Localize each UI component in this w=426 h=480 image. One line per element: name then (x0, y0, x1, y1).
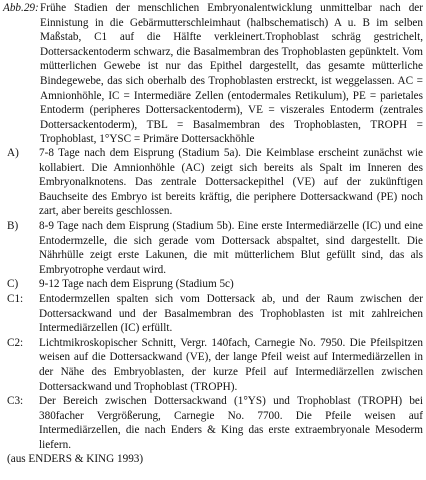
list-item-b (3, 219, 423, 277)
list-item-c2 (3, 336, 423, 394)
list-item-c (3, 277, 423, 292)
source-citation: (aus ENDERS & KING 1993) (7, 453, 144, 466)
figure-caption (3, 1, 423, 147)
item-label: C3: (7, 395, 24, 408)
item-text: 9-12 Tage nach dem Eisprung (Stadium 5c) (39, 278, 234, 291)
item-label: A) (7, 147, 19, 159)
list-item-a (3, 146, 423, 219)
caption-text: Frühe Stadien der menschlichen Embryonalentwicklung unmittelbar nach der Einnistung in die Gebärmutterschleimhaut (halbschematisch) A u. B im selben Maßstab, C1 auf die Hälfte verkleinert.Trophoblast schräg gestrichelt, Dottersackentoderm schwarz, die Basalmembran des Trophoblasten gepünktelt. Vom mütterlichen Gewebe ist nur das Epithel dargestellt, das gesamte mütterliche Bindegewebe, das sich oberhalb des Trophoblasten erstreckt, ist weggelassen. AC = Amnionhöhle, IC = Intermediäre Zellen (entodermales Retikulum), PE = parietales Entoderm (peripheres Dottersackentoderm), VE = viszerales Entoderm (zentrales Dottersackentoderm), TBL = Basalmembran des Trophoblasten, TROPH = Trophoblast, 1°YSC = Primäre Dottersackhöhle (40, 2, 423, 146)
item-label: C2: (7, 336, 24, 349)
list-item-c3 (3, 394, 423, 452)
item-text: Lichtmikroskopischer Schnitt, Vergr. 140fach, Carnegie No. 7950. Die Pfeilspitzen weisen auf die Dottersackwand (VE), der lange Pfeil weist auf Intermediärzellen in der Nähe des Embryoblasten, der kurze Pfeil auf Intermediärzellen zwischen Dottersackwand und Trophoblast (TROPH). (39, 336, 423, 393)
list-item-c1 (3, 292, 423, 336)
item-text: 8-9 Tage nach dem Eisprung (Stadium 5b). Eine erste Intermediärzelle (IC) und eine Entodermzelle, die sich gerade vom Dottersack abspaltet, sind dargestellt. Die Nährhülle zeigt erste Lakunen, die mit mütterlichem Blut gefüllt sind, das als Embryotrophe verdaut wird. (39, 219, 423, 276)
item-label: B) (7, 219, 19, 232)
item-text: Entodermzellen spalten sich vom Dottersack ab, und der Raum zwischen der Dottersackwand und der Basalmembran des Trophoblasten ist mit zahlreichen Intermediärzellen (IC) erfüllt. (39, 292, 423, 335)
caption-row (3, 1, 423, 147)
item-label: C) (7, 278, 19, 291)
caption-label: Abb.29: (3, 2, 39, 14)
item-text: Der Bereich zwischen Dottersackwand (1°YS) und Trophoblast (TROPH) bei 380facher Vergrößerung, Carnegie No. 7700. Die Pfeile weisen auf Intermediärzellen, die nach Enders & King das erste extraembryonale Mesoderm liefern. (39, 395, 423, 451)
item-label: C1: (7, 292, 24, 305)
stage-list (3, 146, 423, 467)
item-text: 7-8 Tage nach dem Eisprung (Stadium 5a). Die Keimblase erscheint zunächst wie kollabiert. Die Amnionhöhle (AC) zeigt sich bereits als Spalt im Inneren des Embryonalknotens. Das zentrale Dottersackepithel (VE) auf der zukünftigen Bauchseite des Embryo ist bereits kräftig, die periphere Dottersackwand (PE) noch zart, aber bereits geschlossen. (39, 147, 423, 218)
